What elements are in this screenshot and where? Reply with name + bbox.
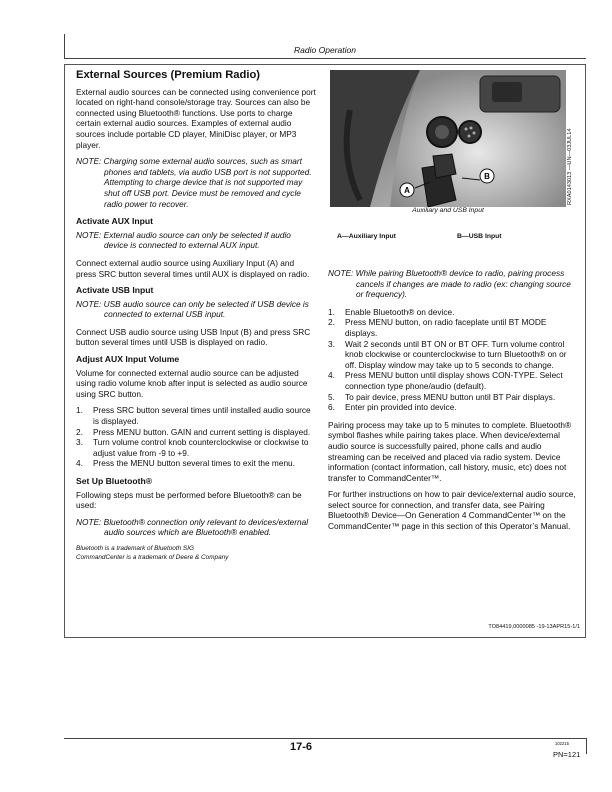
- bluetooth-paragraph: Following steps must be performed before Bluetooth® can be used:: [76, 489, 302, 511]
- figure-photo: [330, 70, 566, 207]
- aux-heading: Activate AUX Input: [76, 216, 154, 227]
- list-item: 1. Enable Bluetooth® on device.: [328, 306, 455, 317]
- left-column: [76, 70, 316, 562]
- bluetooth-heading: Set Up Bluetooth®: [76, 476, 153, 486]
- section-title: External Sources (Premium Radio): [76, 69, 261, 81]
- pairing-paragraph: Pairing process may take up to 5 minutes to complete. Bluetooth® symbol flashes while pairing takes place. When device/external audio source is successfully paired, phone calls and audio streaming can be received and placed via radio system. Device information (contact information, call history, music, etc) does not transfer to CommandCenter™.: [328, 419, 572, 483]
- callout-a: A: [404, 186, 410, 195]
- list-item: 5. To pair device, press MENU button until BT Pair displays.: [328, 391, 556, 402]
- volume-steps: [76, 405, 316, 469]
- running-header: Radio Operation: [294, 45, 356, 55]
- pairing-steps: [328, 307, 578, 413]
- trademark-commandcenter: CommandCenter is a trademark of Deere & Company: [76, 553, 229, 561]
- page-number: 17-6: [290, 741, 313, 753]
- callout-b: B: [484, 172, 490, 181]
- list-item: 2. Press MENU button. GAIN and current setting is displayed.: [76, 426, 311, 437]
- image-id: RXA0143013 —UN—03JUL14: [567, 128, 573, 205]
- right-column: [328, 268, 578, 538]
- further-instructions: For further instructions on how to pair device/external audio source, select source for connection, and transfer data, see Pairing Bluetooth® Device—On Generation 4 CommandCenter™ on the CommandCenter™ page in this section of this Operator’s Manual.: [328, 489, 576, 532]
- footer-rule: [64, 738, 586, 739]
- volume-paragraph: Volume for connected external audio source can be adjusted using radio volume knob after input is selected as audio source using SRC button.: [76, 367, 308, 399]
- intro-paragraph: External audio sources can be connected using convenience port located on right-hand console/storage tray. Sources can also be connected using Bluetooth® functions. Use ports to charge certain external audio sources. Examples of external audio sources include portable CD player, MiniDisc player, or MP3 player.: [76, 86, 316, 150]
- figure-caption: Auxiliary and USB Input: [412, 207, 484, 214]
- aux-paragraph: Connect external audio source using Auxiliary Input (A) and press SRC button several times until AUX is displayed on radio.: [76, 257, 310, 279]
- document-reference: TO84419,0000085 -19-13APR15-1/1: [488, 624, 580, 630]
- list-item: 4. Press the MENU button several times to exit the menu.: [76, 458, 295, 469]
- charging-note: NOTE: Charging some external audio sources, such as smart phones and tablets, via audio USB port is not supported. Attempting to charge device that is not supported may shut off USB port. Device must be removed and cycle radio power to recover.: [76, 156, 312, 209]
- aux-note: NOTE: External audio source can only be selected if audio device is connected to external AUX input.: [76, 229, 291, 251]
- legend-aux: A—Auxiliary Input: [337, 233, 396, 240]
- list-item: 3. Wait 2 seconds until BT ON or BT OFF. Turn volume control knob clockwise or counterclockwise to turn Bluetooth® on or off. Display window may take up to 5 seconds to change.: [328, 338, 567, 370]
- pairing-note: NOTE: While pairing Bluetooth® device to radio, pairing process cancels if changes are made to radio (ex: changing source or frequency).: [328, 268, 571, 300]
- aux-usb-photo: [330, 70, 566, 207]
- bluetooth-note: NOTE: Bluetooth® connection only relevant to devices/external audio sources which are Bluetooth® enabled.: [76, 516, 309, 538]
- usb-heading: Activate USB Input: [76, 285, 154, 296]
- footer-rule-vertical: [586, 738, 587, 754]
- part-page-number: PN=121: [553, 750, 581, 759]
- list-item: 6. Enter pin provided into device.: [328, 402, 457, 413]
- legend-usb: B—USB Input: [457, 233, 502, 240]
- volume-heading: Adjust AUX Input Volume: [76, 354, 180, 365]
- list-item: 2. Press MENU button, on radio faceplate until BT MODE displays.: [328, 317, 547, 338]
- usb-note: NOTE: USB audio source can only be selected if USB device is connected to external USB input.: [76, 298, 309, 320]
- list-item: 4. Press MENU button until display shows CON-TYPE. Select connection type phone/audio (default).: [328, 370, 563, 391]
- header-rule: [64, 58, 586, 59]
- list-item: 1. Press SRC button several times until installed audio source is displayed.: [76, 405, 311, 427]
- list-item: 3. Turn volume control knob counterclockwise or clockwise to adjust value from -9 to +9.: [76, 437, 309, 458]
- date-code: 102215: [555, 741, 569, 746]
- usb-paragraph: Connect USB audio source using USB Input (B) and press SRC button several times until USB is displayed on radio.: [76, 326, 311, 348]
- trademark-bluetooth: Bluetooth is a trademark of Bluetooth SIG: [76, 544, 194, 552]
